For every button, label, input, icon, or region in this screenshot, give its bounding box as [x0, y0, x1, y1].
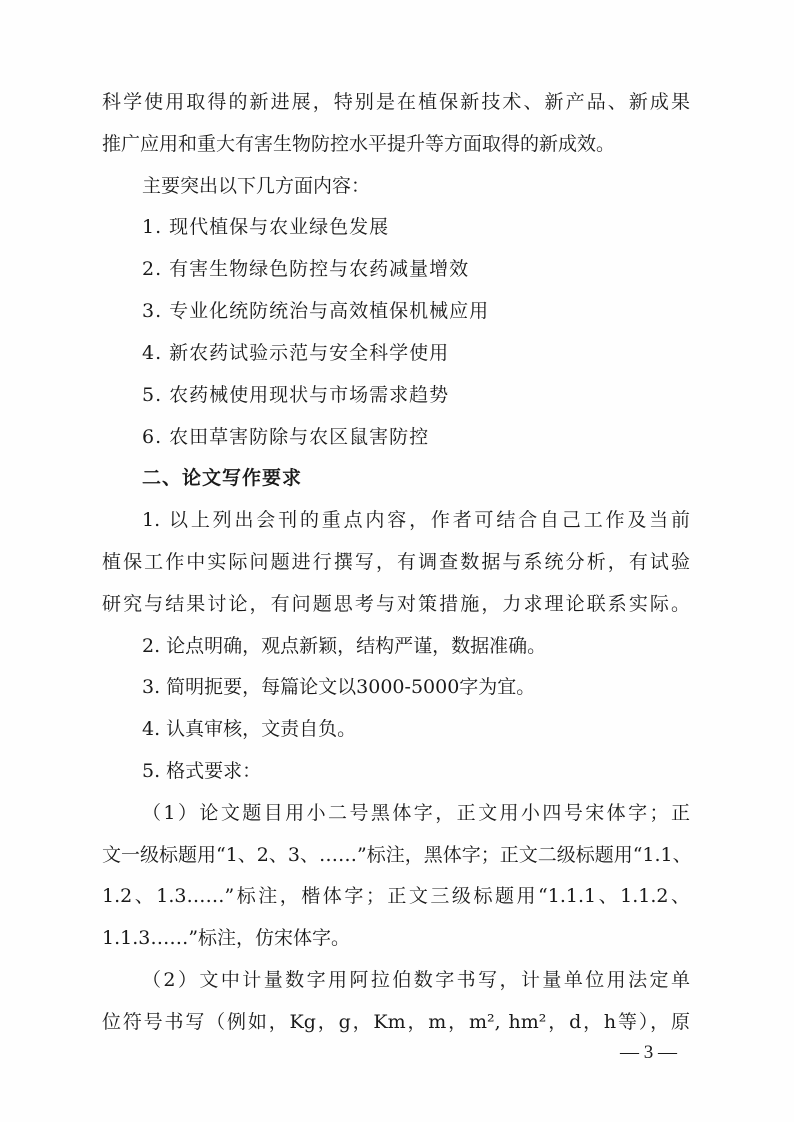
body-line: 4. 认真审核，文责自负。	[142, 718, 357, 740]
body-line: 文一级标题用“1、2、3、……”标注，黑体字；正文二级标题用“1.1、	[102, 844, 692, 866]
body-line: 推广应用和重大有害生物防控水平提升等方面取得的新成效。	[102, 133, 616, 155]
body-line: 2. 论点明确，观点新颖，结构严谨，数据准确。	[142, 635, 547, 657]
body-line: （2）文中计量数字用阿拉伯数字书写，计量单位用法定单	[142, 969, 690, 991]
body-line: 3. 简明扼要，每篇论文以3000-5000字为宜。	[142, 676, 536, 698]
section-heading: 二、论文写作要求	[142, 467, 303, 489]
list-item: 6. 农田草害防除与农区鼠害防控	[142, 426, 430, 448]
body-line: 植保工作中实际问题进行撰写，有调查数据与系统分析，有试验	[102, 551, 690, 573]
list-item: 2. 有害生物绿色防控与农药减量增效	[142, 258, 470, 280]
body-line: 1.2、1.3……”标注，楷体字；正文三级标题用“1.1.1、1.1.2、	[102, 885, 690, 907]
page-number: — 3 —	[620, 1042, 677, 1063]
body-line: 位符号书写（例如，Kg，g，Km，m，m², hm²，d，h等），原	[102, 1011, 690, 1033]
list-item: 1. 现代植保与农业绿色发展	[142, 216, 390, 238]
list-item: 5. 农药械使用现状与市场需求趋势	[142, 384, 450, 406]
body-line: 研究与结果讨论，有问题思考与对策措施，力求理论联系实际。	[102, 593, 690, 615]
body-line: （1）论文题目用小二号黑体字，正文用小四号宋体字；正	[142, 802, 690, 824]
body-line: 1. 以上列出会刊的重点内容，作者可结合自己工作及当前	[142, 509, 690, 531]
body-line: 1.1.3……”标注，仿宋体字。	[102, 927, 351, 949]
body-line: 主要突出以下几方面内容：	[142, 175, 371, 197]
list-item: 3. 专业化统防统治与高效植保机械应用	[142, 300, 490, 322]
body-line: 5. 格式要求：	[142, 760, 262, 782]
body-line: 科学使用取得的新进展，特别是在植保新技术、新产品、新成果	[102, 91, 690, 113]
list-item: 4. 新农药试验示范与安全科学使用	[142, 342, 450, 364]
